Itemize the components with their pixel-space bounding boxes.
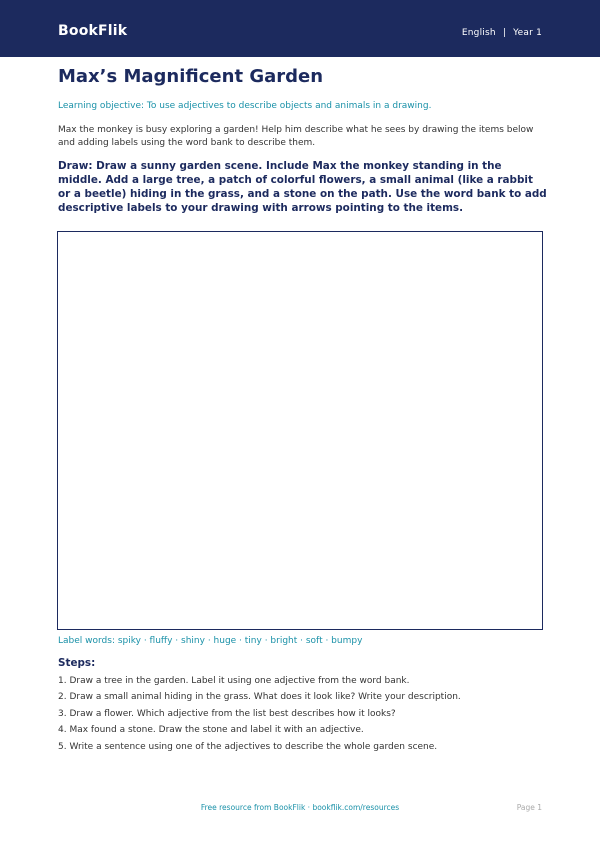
steps-list [58, 675, 461, 757]
subject-level [462, 28, 542, 38]
page-title: Max’s Magnificent Garden [58, 66, 324, 87]
level-label: Year 1 [513, 28, 542, 38]
page-number: Page 1 [516, 803, 542, 812]
step-item: 1. Draw a tree in the garden. Label it using one adjective from the word bank. [58, 676, 410, 686]
learning-objective: Learning objective: To use adjectives to describe objects and animals in a drawing. [58, 101, 432, 111]
footer-resource-link[interactable]: Free resource from BookFlik · bookflik.com/resources [200, 803, 400, 812]
steps-heading: Steps: [58, 657, 96, 669]
step-item: 5. Write a sentence using one of the adjectives to describe the whole garden scene. [58, 741, 438, 752]
meta-separator: | [502, 28, 507, 38]
step-item: 2. Draw a small animal hiding in the grass. What does it look like? Write your description. [58, 692, 461, 703]
subject-label: English [461, 28, 496, 38]
drawing-box[interactable] [57, 231, 543, 630]
word-bank: Label words: spiky · fluffy · shiny · huge · tiny · bright · soft · bumpy [58, 636, 363, 646]
draw-instruction: Draw: Draw a sunny garden scene. Include Max the monkey standing in the middle. Add a large tree, a patch of colorful flowers, a small animal (like a rabbit or a beetle) hiding in the grass, and a stone on the path. Use the word bank to add descriptive labels to your drawing with arrows pointing to the items. [58, 160, 547, 214]
step-item: 3. Draw a flower. Which adjective from the list best describes how it looks? [58, 708, 396, 719]
brand-logo-text: BookFlik [58, 23, 128, 39]
intro-paragraph: Max the monkey is busy exploring a garden! Help him describe what he sees by drawing the items below and adding labels using the word bank to describe them. [58, 125, 534, 148]
header-bar [0, 0, 600, 57]
step-item: 4. Max found a stone. Draw the stone and label it with an adjective. [58, 725, 364, 736]
